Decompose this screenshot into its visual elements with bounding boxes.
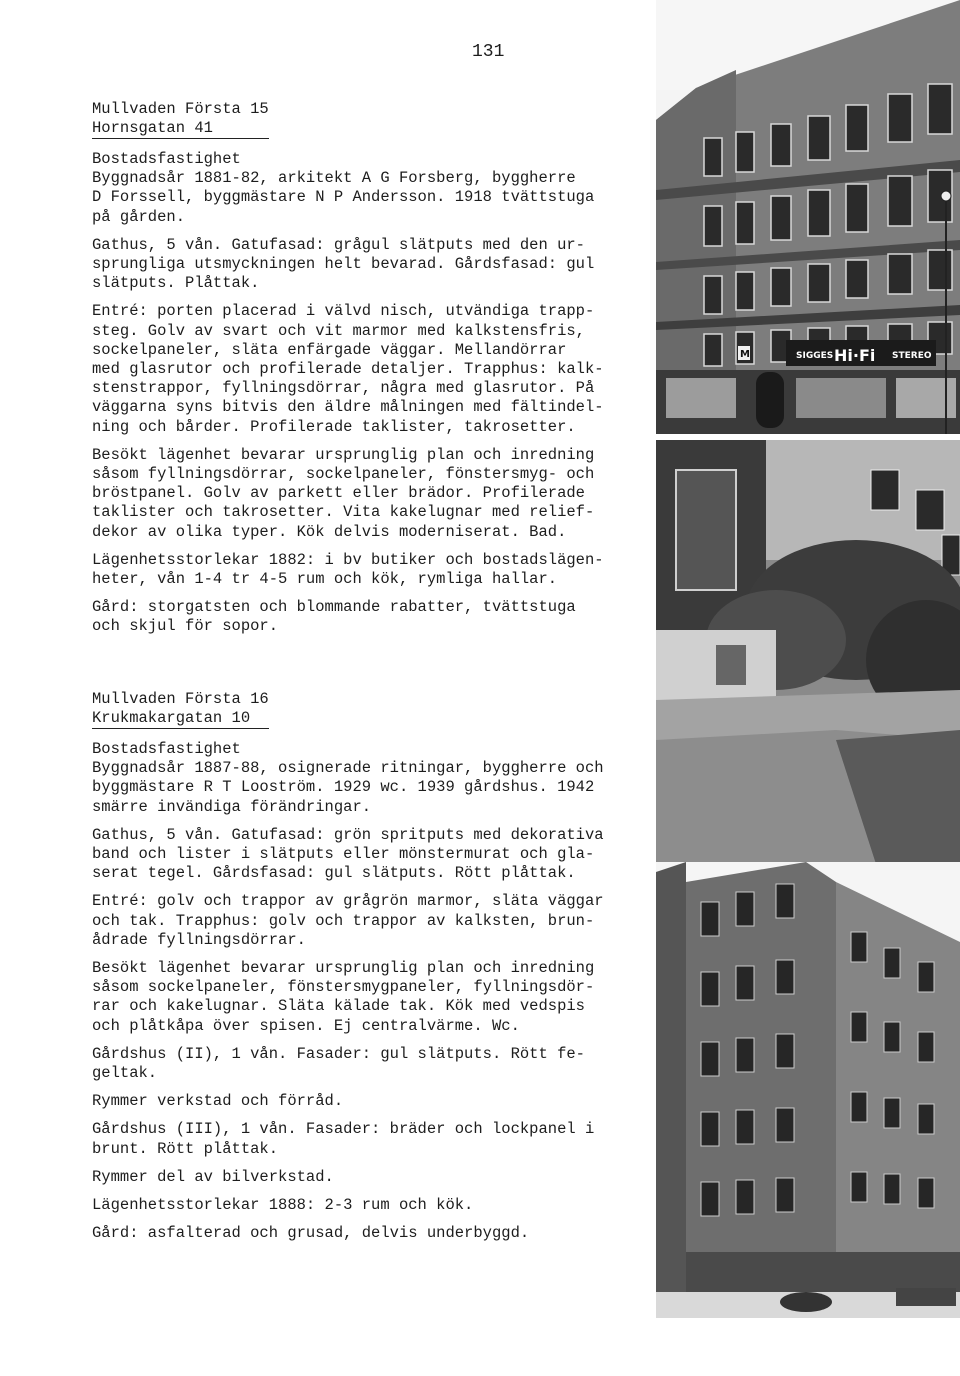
paragraph-visited-apartment: Besökt lägenhet bevarar ursprunglig plan och inredning såsom sockelpaneler, fönstersmygpaneler, fyllningsdör- rar och kakelugnar. Släta kälade tak. Kök med vedspis och plåtkåpa över spisen. Ej centralvärme. Wc. bbox=[92, 959, 595, 1035]
paragraph-courtyard: Gård: asfalterad och grusad, delvis underbyggd. bbox=[92, 1224, 530, 1243]
paragraph-apartment-sizes: Lägenhetsstorlekar 1882: i bv butiker och bostadslägen- heter, vån 1-4 tr 4-5 rum och kök, rymliga hallar. bbox=[92, 550, 604, 589]
shop-sign-hifi: Hi·Fi bbox=[834, 346, 876, 365]
paragraph-street-house: Gathus, 5 vån. Gatufasad: grågul slätputs med den ur- sprungliga utsmyckningen helt bevarad. Gårdsfasad: gul slätputs. Plåttak. bbox=[92, 235, 595, 293]
paragraph-building-info: Bostadsfastighet Byggnadsår 1887-88, osignerade ritningar, byggherre och byggmästare R T Looström. 1929 wc. 1939 gårdshus. 1942 smärre invändiga förändringar. bbox=[92, 740, 604, 816]
paragraph-building-info: Bostadsfastighet Byggnadsår 1881-82, arkitekt A G Forsberg, byggherre D Forssell, byggmästare N P Andersson. 1918 tvättstuga på gården. bbox=[92, 150, 595, 226]
metro-sign: M bbox=[740, 349, 750, 360]
shop-sign-stereo: STEREO bbox=[892, 351, 932, 361]
page-number: 131 bbox=[472, 42, 505, 62]
paragraph-courtyard-house-3-use: Rymmer del av bilverkstad. bbox=[92, 1167, 334, 1186]
section-heading bbox=[92, 100, 637, 139]
paragraph-courtyard-house-3: Gårdshus (III), 1 vån. Fasader: bräder och lockpanel i brunt. Rött plåttak. bbox=[92, 1120, 595, 1158]
street-facade-photo bbox=[656, 0, 960, 434]
property-name: Mullvaden Första 16 bbox=[92, 690, 269, 708]
paragraph-courtyard: Gård: storgatsten och blommande rabatter, tvättstuga och skjul för sopor. bbox=[92, 598, 576, 636]
property-name: Mullvaden Första 15 bbox=[92, 100, 269, 118]
paragraph-street-house: Gathus, 5 vån. Gatufasad: grön spritputs med dekorativa band och lister i slätputs eller mönstermurat och gla- serat tegel. Gårdsfasad: gul slätputs. Rött plåttak. bbox=[92, 825, 604, 883]
section-title bbox=[92, 100, 269, 139]
paragraph-courtyard-house-2: Gårdshus (II), 1 vån. Fasader: gul slätputs. Rött fe- geltak. bbox=[92, 1044, 585, 1083]
courtyard-photo bbox=[656, 440, 960, 864]
paragraph-apartment-sizes: Lägenhetsstorlekar 1888: 2-3 rum och kök. bbox=[92, 1196, 474, 1215]
street-address: Hornsgatan 41 bbox=[92, 119, 213, 137]
section-title bbox=[92, 690, 269, 729]
paragraph-courtyard-house-2-use: Rymmer verkstad och förråd. bbox=[92, 1092, 344, 1111]
shop-sign-sigges: SIGGES bbox=[796, 351, 834, 361]
section-mullvaden-forsta-15 bbox=[92, 100, 637, 646]
corner-building-photo bbox=[656, 862, 960, 1318]
paragraph-visited-apartment: Besökt lägenhet bevarar ursprunglig plan och inredning såsom fyllningsdörrar, sockelpaneler, fönstersmyg- och bröstpanel. Golv av parkett eller brädor. Profilerade taklister och takrosetter. Vita kakelugnar med relief- dekor av olika typer. Kök delvis moderniserat. Bad. bbox=[92, 445, 595, 541]
paragraph-entrance: Entré: porten placerad i välvd nisch, utvändiga trapp- steg. Golv av svart och vit marmor med kalkstensfris, sockelpaneler, släta enfärgade väggar. Mellandörrar med glasrutor och profilerade detaljer. Trapphus: kalk- stenstrappor, fyllningsdörrar, några med glasrutor. På väggarna syns bitvis den äldre målningen med fältindel- ning och bårder. Profilerade taklister, takrosetter. bbox=[92, 302, 604, 436]
paragraph-entrance: Entré: golv och trappor av grågrön marmor, släta väggar och tak. Trapphus: golv och trappor av kalksten, brun- ådrade fyllningsdörrar. bbox=[92, 892, 604, 949]
street-address: Krukmakargatan 10 bbox=[92, 709, 251, 727]
section-heading bbox=[92, 690, 637, 729]
section-mullvaden-forsta-16 bbox=[92, 690, 637, 1243]
